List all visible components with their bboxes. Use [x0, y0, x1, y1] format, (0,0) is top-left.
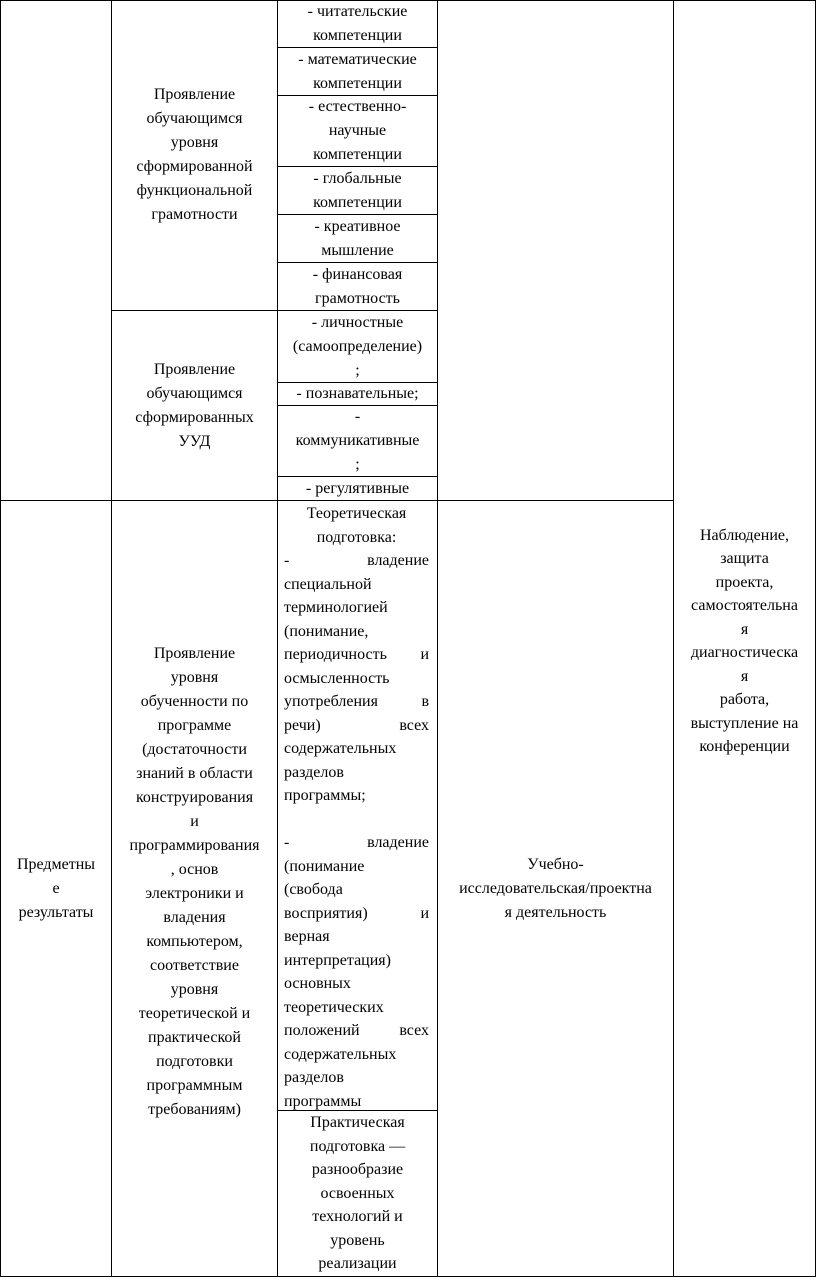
cell-text-line [284, 855, 429, 879]
cell-text-line: грамотности [151, 205, 238, 223]
cell-text-line: обучающимся [146, 384, 243, 402]
cell-text-word: употребления [284, 693, 378, 710]
cell-text-line [284, 526, 429, 550]
cell-text-word: содержательных [284, 1045, 397, 1063]
cell-text-line: соответствие [150, 956, 239, 974]
cell-text-line: электроники и [145, 884, 244, 902]
cell-text-line: - регулятивные [305, 479, 410, 497]
cell-text-line: теоретической и [138, 1004, 251, 1022]
cell-text-line: владения [163, 908, 226, 926]
cell-activity-type [438, 501, 673, 1276]
competence-math [278, 48, 437, 95]
uud-communicative [278, 406, 437, 476]
cell-text-line: я деятельность [504, 903, 607, 921]
cell-text-line: грамотность [315, 289, 400, 307]
cell-text-line: - естественно- [308, 98, 407, 115]
cell-theory-preparation [284, 502, 429, 1113]
cell-text-line [284, 643, 429, 667]
cell-text-line: компетенции [313, 146, 402, 163]
cell-text-line [284, 714, 429, 738]
cell-text-line [284, 902, 429, 926]
cell-text-line: - познавательные; [296, 385, 419, 402]
cell-learning-level [112, 501, 277, 1276]
cell-text-line: выступление на [690, 714, 799, 732]
cell-text-line: компьютером, [146, 932, 243, 950]
cell-text-line: я [740, 620, 749, 638]
cell-text-word: теоретических [284, 998, 384, 1016]
cell-text-line: исследовательская/проектна [459, 879, 652, 897]
cell-text-line: конференции [699, 738, 790, 755]
cell-text-line: - математические [298, 50, 417, 68]
cell-text-word: положений [284, 1022, 360, 1039]
cell-text-line: е [52, 879, 60, 897]
cell-text-word: специальной [284, 575, 372, 593]
cell-text-word: интерпретация) [284, 951, 391, 969]
cell-text-word: - [284, 834, 290, 851]
cell-text-line: мышление [321, 241, 394, 259]
cell-text-line [284, 620, 429, 644]
cell-text-line: обученности по [140, 692, 249, 710]
cell-text-line: разнообразие [311, 1161, 404, 1179]
cell-text-line: - личностные [311, 313, 404, 331]
cell-text-word: периодичность [284, 646, 387, 663]
cell-text-word: разделов [284, 1069, 344, 1086]
cell-text-word: владение [367, 552, 429, 569]
cell-text-line [284, 831, 429, 855]
cell-text-line [284, 996, 429, 1020]
competence-financial [278, 263, 437, 310]
cell-text-word: верная [284, 928, 330, 945]
cell-text-line: - [354, 408, 361, 425]
cell-text-line: подготовка — [309, 1137, 406, 1155]
uud-regulatory [278, 477, 437, 500]
cell-uud [112, 311, 277, 500]
cell-text-line: я [740, 667, 749, 685]
cell-text-line: освоенных [320, 1184, 395, 1202]
cell-text-line: компетенции [313, 26, 402, 44]
cell-text-word: осмысленность [284, 669, 390, 687]
cell-text-line: - финансовая [312, 265, 403, 283]
cell-text-line: Проявление [153, 644, 236, 662]
cell-text-line: компетенции [313, 193, 402, 211]
cell-text-word: программы [284, 1092, 362, 1110]
cell-text-line: знаний в области [136, 764, 253, 782]
cell-text-line: требованиям) [148, 1100, 241, 1118]
cell-text-word: всех [399, 1022, 429, 1039]
cell-text-line: (достаточности [142, 740, 247, 758]
cell-text-word: (свобода [284, 881, 343, 898]
uud-personal [278, 311, 437, 382]
cell-text-word: всех [399, 716, 429, 734]
cell-text-word: терминологией [284, 599, 388, 616]
cell-text-line: программе [157, 716, 232, 734]
cell-text-word: в [421, 693, 429, 710]
cell-text-line: защита [720, 550, 769, 567]
cell-text-line: Учебно- [527, 855, 584, 873]
cell-text-line: ; [355, 361, 360, 379]
cell-text-line: - креативное [314, 217, 401, 235]
cell-text-line [284, 502, 429, 526]
cell-text-line: конструирования [135, 788, 254, 806]
cell-practice-preparation [278, 1111, 437, 1276]
competence-science [278, 96, 437, 166]
cell-text-word: подготовка: [316, 528, 397, 546]
cell-text-word: (понимание [284, 857, 365, 875]
cell-text-line: уровень [330, 1231, 385, 1249]
competence-global [278, 167, 437, 214]
cell-text-line [284, 690, 429, 714]
cell-text-line: Проявление [153, 360, 236, 378]
cell-text-line [284, 1090, 429, 1114]
cell-text-line [284, 737, 429, 761]
cell-text-word: основных [284, 975, 351, 992]
cell-text-line: обучающимся [146, 109, 243, 127]
uud-cognitive [278, 383, 437, 405]
cell-text-line: сформированных [135, 408, 254, 426]
cell-text-line [284, 667, 429, 691]
cell-text-line [284, 925, 429, 949]
cell-text-word: программы; [284, 787, 366, 804]
cell-text-line: практической [148, 1028, 241, 1046]
cell-text-line: уровня [170, 668, 219, 686]
cell-text-word: разделов [284, 763, 344, 781]
cell-text-line: компетенции [313, 74, 402, 92]
cell-text-line [284, 1019, 429, 1043]
cell-text-line: научные [328, 122, 387, 139]
competence-reading [278, 0, 437, 47]
cell-text-line: коммуникативные [295, 432, 420, 449]
cell-text-line: , основ [170, 860, 219, 878]
cell-text-word: владение [367, 834, 429, 851]
cell-text-line: - читательские [307, 2, 408, 20]
cell-text-line: уровня [170, 980, 219, 998]
cell-text-line: подготовки [156, 1052, 233, 1070]
cell-text-word: и [420, 904, 429, 922]
cell-text-line: ; [355, 456, 360, 473]
cell-subject-results [1, 501, 111, 1276]
cell-text-line [284, 596, 429, 620]
cell-text-line: (самоопределение) [292, 337, 423, 355]
cell-text-line: - глобальные [313, 169, 402, 187]
cell-text-word: - [284, 552, 290, 569]
cell-text-line: программным [146, 1076, 243, 1094]
cell-text-line: Наблюдение, [700, 526, 789, 544]
cell-text-line [284, 573, 429, 597]
cell-text-word: содержательных [284, 740, 397, 757]
cell-text-line [284, 1043, 429, 1067]
cell-text-word: речи) [284, 716, 321, 734]
cell-text-line: самостоятельна [691, 597, 798, 614]
cell-text-line: уровня [170, 133, 219, 151]
cell-text-line [284, 1066, 429, 1090]
cell-text-line: диагностическа [690, 644, 799, 661]
cell-text-line: проекта, [715, 573, 774, 591]
cell-text-line: сформированной [136, 157, 253, 175]
cell-text-line: технологий и [312, 1208, 403, 1226]
cell-text-line: Проявление [153, 85, 236, 103]
cell-text-line: Предметны [16, 855, 96, 873]
cell-text-line: и [190, 812, 199, 830]
blank-line [284, 808, 429, 832]
cell-text-line: результаты [18, 903, 94, 921]
cell-text-line: УУД [178, 432, 211, 450]
cell-text-line: работа, [719, 691, 770, 708]
cell-text-word: и [420, 646, 429, 663]
cell-text-line [284, 784, 429, 808]
cell-text-word: восприятия) [284, 904, 368, 922]
table-border-bottom [0, 1276, 816, 1277]
cell-text-line: функциональной [136, 181, 253, 199]
cell-text-line: Практическая [310, 1114, 405, 1132]
cell-text-line [284, 761, 429, 785]
cell-text-word: Теоретическая [306, 505, 407, 522]
cell-text-line: программирования [129, 836, 260, 854]
competence-creative [278, 215, 437, 262]
cell-text-line [284, 972, 429, 996]
cell-functional-literacy [112, 1, 277, 310]
cell-text-line [284, 549, 429, 573]
cell-text-line: реализации [318, 1255, 397, 1273]
cell-text-word: (понимание, [284, 622, 369, 640]
cell-text-line [284, 878, 429, 902]
cell-text-line [284, 949, 429, 973]
cell-assessment-forms [674, 521, 815, 761]
